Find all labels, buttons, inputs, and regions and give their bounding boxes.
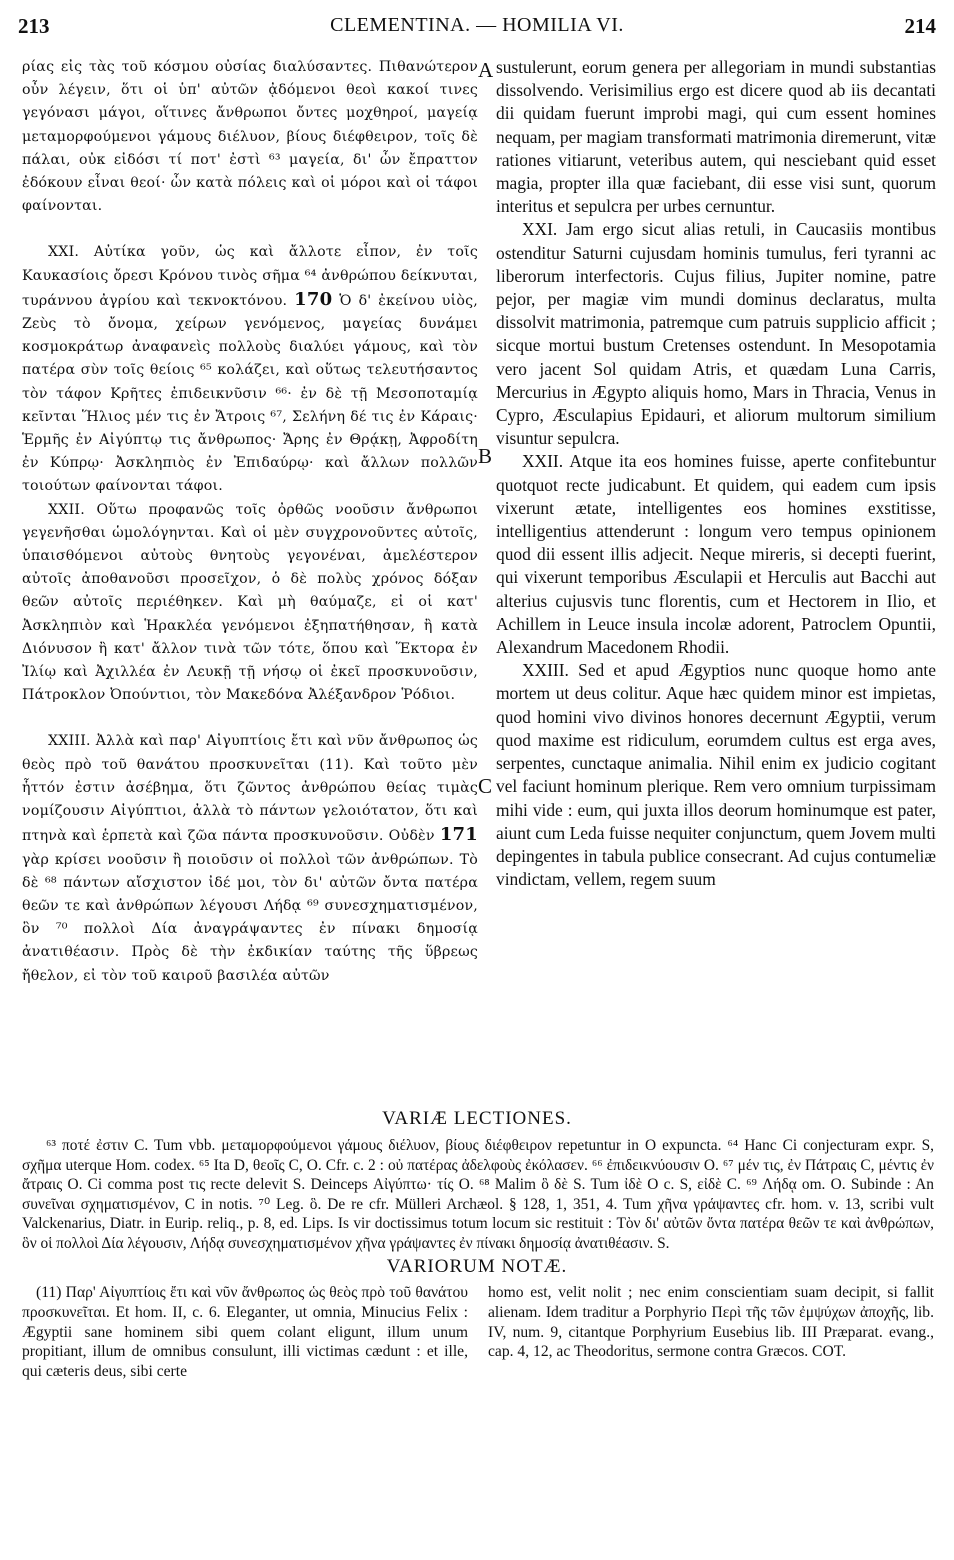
greek-text: XXIII. Ἀλλὰ καὶ παρ' Αἰγυπτίοις ἔτι καὶ νῦν ἄνθρωπος ὡς θεὸς πρὸ τοῦ θανάτου προσκυνεῖται (11). Καὶ τοῦτο μὲν ἧττόν ἐστιν ἀσέβημα, ὅτι ζῶντος ἀνθρώπου θείας τιμὰς νομίζουσιν Αἰγύπτιοι, ἀλλὰ τὸ πάντων γελοιότατον, ὅτι καὶ πτηνὰ καὶ ἑρπετὰ καὶ ζῶα πάντα προσκυνοῦσιν. Οὐδὲν	[22, 733, 478, 845]
greek-text: Ὁ δ' ἐκείνου υἱὸς, Ζεὺς τὸ ὄνομα, χείρων γενόμενος, μαγείας δυνάμει κοσμοκράτωρ ἀναφανεὶς πολλοὺς διαλύει γάμους, καὶ τὸν πατέρα σὺν τοῖς θείοις ⁶⁵ κολάζει, καὶ οὕτως τελευτήσαντος τὸν τάφον Κρῆτες ἐπιδεικνῦσιν ⁶⁶· ἐν δὲ τῇ Μεσοποταμίᾳ κεῖνται Ἥλιος μέν τις ἐν Ἄτροις ⁶⁷, Σελήνη δέ τις ἐν Κάραις· Ἑρμῆς ἐν Αἰγύπτῳ τις ἄνθρωπος· Ἄρης ἐν Θρᾴκῃ, Ἀφροδίτη ἐν Κύπρῳ· Ἀσκληπιὸς ἐν Ἐπιδαύρῳ· καὶ ἄλλων πολλῶν τοιούτων φαίνονται τάφοι.	[22, 292, 478, 495]
variae-text: ⁶³ ποτέ ἐστιν C. Tum vbb. μεταμορφούμενοι γάμους διέλυον, βίους διέφθειρον repetuntur in O expuncta. ⁶⁴ Hanc Ci conjecturam expr. S, σχῆμα uterque Hom. codex. ⁶⁵ Ita D, θεοῖς C, O. Cfr. c. 2 : οὐ πατέρας ἀδελφοὺς ἐκόλασεν. ⁶⁶ ἐπιδεικνύουσιν O. ⁶⁷ μέν τις, ἐν Πάτραις C, μέντις ἐν ἄτραις O. Ci comma post τις recte delevit S. Deinceps Αἰγύπτω· τίς O. ⁶⁸ Malim ὃ δὲ S. Tum ἰδὲ O c. S, εἰδὲ C. ⁶⁹ Λήδᾳ om. O. Subinde : An συνεῖναι σχηματισμένον, C in notis. ⁷⁰ Leg. ὃ. De re cfr. Mülleri Archæol. § 128, 1, 351, 4. Tum χῆνα γράψαντες cfr. hom. v. 13, scribi vult Valckenarius, Diatr. in Eurip. reliq., p. 8, ed. Lips. Is vir doctissimus totum locum sic restituit : Τὸν δι' αὐτῶν ὄντα πατέρα θεῶν τε καὶ ἀνθρώπων, ὃν οἱ πολλοὶ Δία λέγουσιν, Λήδᾳ συνεσχηματισμένον χῆνα γράψαντες ἐν πίνακι δημοσίᾳ ἀνατιθέασιν. S.	[22, 1137, 934, 1252]
running-header	[18, 14, 936, 44]
latin-column	[496, 56, 936, 1116]
note-text: homo est, velit nolit ; nec enim conscientiam suam decipit, si fallit alienam. Idem traditur a Porphyrio Περὶ τῆς τῶν ἐμψύχων ἀποχῆς, lib. IV, num. 9, citantque Porphyrium Eusebius lib. III Præparat. evang., cap. 4, 12, ac Theodoritus, sermone contra Græcos. COT.	[488, 1284, 934, 1361]
greek-text: γὰρ κρίσει νοοῦσιν ἢ ποιοῦσιν οἱ πολλοὶ τῶν ἀνθρώπων. Τὸ δὲ ⁶⁸ πάντων αἴσχιστον ἰδέ μοι, τὸν δι' αὐτῶν ὄντα πατέρα θεῶν τε καὶ ἀνθρώπων λέγουσι Λήδᾳ ⁶⁹ συνεσχηματισμένον, ὃν ⁷⁰ πολλοὶ Δία ἀναγράψαντες ἐν πίνακι δημοσίᾳ ἀνατιθέασιν. Πρὸς δὲ τὴν ἐκδικίαν ταύτης τῆς ὕβρεως ἤθελον, εἰ τὸν τοῦ καιροῦ βασιλέα αὐτῶν	[22, 851, 478, 984]
latin-paragraph-xxii: XXII. Atque ita eos homines fuisse, aperte confitebuntur quotquot recte judicabunt. Et quidem, qui eadem cum ipsis vixerunt ætate, intelligentes eos homines exstitisse, intelligentius attenderunt : longum vero tempus opinionem quod dii essent illis adjecit. Neque mireris, si decepti fuerint, qui vixerunt temporibus Æsculapii et Herculis aut Bacchi aut alterius cujusvis tunc florentis, cum et Hectorem in Ilio, et Achillem in Leuce insula incolæ adorent, Patroclem Opuntii, Alexandrum Macedonem Rhodii.	[496, 451, 936, 658]
variorum-notes-left	[22, 1283, 468, 1513]
variae-lectiones	[22, 1136, 934, 1254]
greek-paragraph-xxi	[22, 241, 478, 498]
latin-paragraph-xxi: XXI. Jam ergo sicut alias retuli, in Caucasiis montibus ostenditur Saturni cujusdam hominis tumulus, feri tyranni ac liberorum interfectoris. Cujus filius, Jupiter nomine, patre pejor, per magiæ vim mundi dominus declaratus, multa dissolvit matrimonia, patremque cum patruis supplicio afficit ; sicque mortui bustum Cretenses ostendunt. In Mesopotamia vero jacent Sol quidam Atris, et quædam Luna Carris, Mercurius in Ægypto aliquis homo, Mars in Thracia, Venus in Cypro, Æsculapius Epidauri, et aliorum multorum similium visuntur sepulcra.	[496, 219, 936, 449]
greek-paragraph-xxii: XXII. Οὕτω προφανῶς τοῖς ὀρθῶς νοοῦσιν ἄνθρωποι γεγενῆσθαι ὡμολόγηνται. Καὶ οἱ μὲν συγχρονοῦντες αὐτοῖς, ὑπαισθόμενοι αὐτοὺς θνητοὺς γεγονέναι, ἀμελέστερον αὐτοῖς ἀποθανοῦσι προσεῖχον, ὁ δὲ πολὺς χρόνος δόξαν θεῶν αὐτοῖς περιέθηκεν. Καὶ μὴ θαύμαζε, εἰ οἱ κατ' Ἀσκληπιὸν καὶ Ἡρακλέα γενόμενοι ἐξηπατήθησαν, ἢ κατὰ Διόνυσον ἢ κατ' ἄλλον τινὰ τῶν τότε, ὅπου καὶ Ἕκτορα ἐν Ἰλίῳ καὶ Ἀχιλλέα ἐν Λευκῇ τῇ νήσῳ οἱ ἐκεῖ προσκυνοῦσιν, Πάτροκλον Ὀπούντιοι, τὸν Μακεδόνα Ἀλέξανδρον Ῥόδιοι.	[22, 501, 478, 704]
latin-paragraph-xxiii: XXIII. Sed et apud Ægyptios nunc quoque homo ante mortem ut deus colitur. Aque hæc quidem minor est impietas, quod homini vivo divinos honores decernunt Ægyptii, verum quod maxime est ridiculum, eorumdem cultus est erga aves, serpentes, cunctaque animalia. Nihil enim ex judicio cogitant vel faciunt hominum plerique. Rem vero omnium turpissimam mihi vide : eum, qui juxta illos deorum hominumque est pater, aiunt cum Leda fuisse nequiter conjunctum, quem Jovem multi depingentes in tabula publice consecrant. Ad cujus contumeliæ vindictam, vellem, regem suum	[496, 660, 936, 890]
page-number-left: 213	[18, 14, 50, 38]
margin-letter-c: C	[478, 774, 493, 798]
variae-lectiones-title: VARIÆ LECTIONES.	[382, 1108, 572, 1129]
note-text: (11) Παρ' Αἰγυπτίοις ἔτι καὶ νῦν ἄνθρωπος ὡς θεὸς πρὸ τοῦ θανάτου προσκυνεῖται. Et hom. II, c. 6. Eleganter, ut omnia, Minucius Felix : Ægyptii sane hominem sibi quem colant eligunt, illum unum propitiant, illum de omnibus consulunt, illi victimas cædunt : et ille, qui cæteris deus, sibi certe	[22, 1284, 468, 1381]
page-number-right: 214	[904, 14, 936, 38]
greek-column	[22, 56, 478, 1116]
edition-page-marker: 171	[439, 824, 478, 846]
running-title: CLEMENTINA. — HOMILIA VI.	[330, 14, 624, 36]
latin-paragraph: sustulerunt, eorum genera per allegoriam in mundi substantias dissolvendo. Verisimilius ergo est dicere quod ab iis decantati dii quidam fuerunt improbi magi, qui cum essent homines nequam, per magiam transformati matrimonia diremerunt, vitæ rationes vitiarunt, veteribus autem, qui nesciebant quid esset magia, propter illa quæ faciebant, dii esse visi sunt, quorum interitus et sepulcra per urbes cernuntur.	[496, 57, 936, 217]
margin-letter-a: A	[478, 58, 494, 82]
greek-text: XXI. Αὐτίκα γοῦν, ὡς καὶ ἄλλοτε εἶπον, ἐν τοῖς Καυκασίοις ὄρεσι Κρόνου τινὸς σῆμα ⁶⁴ ἀνθρώπου δείκνυται, τυράννου ἀγρίου καὶ τεκνοκτόνου.	[22, 244, 478, 309]
greek-paragraph-xxiii	[22, 730, 478, 987]
variorum-notae-title: VARIORUM NOTÆ.	[386, 1256, 568, 1277]
margin-letter-b: B	[478, 444, 493, 468]
edition-page-marker: 170	[294, 288, 333, 310]
greek-paragraph: ρίας εἰς τὰς τοῦ κόσμου οὐσίας διαλύσαντες. Πιθανώτερον οὖν λέγειν, ὅτι οἱ ὑπ' αὐτῶν ᾀδόμενοι θεοὶ κακοί τινες γεγόνασι μάγοι, οἵτινες ἄνθρωποι ὄντες μοχθηροί, μαγείᾳ μεταμορφούμενοι γάμους διέλυον, βίους διέφθειρον, τοῖς δὲ πάλαι, οὐκ εἰδόσι τί ποτ' ἐστὶ ⁶³ μαγεία, δι' ὧν ἔπραττον ἐδόκουν εἶναι θεοί· ὧν κατὰ πόλεις καὶ οἱ μόροι καὶ οἱ τάφοι φαίνονται.	[22, 59, 478, 215]
variorum-notes-right	[488, 1283, 934, 1513]
